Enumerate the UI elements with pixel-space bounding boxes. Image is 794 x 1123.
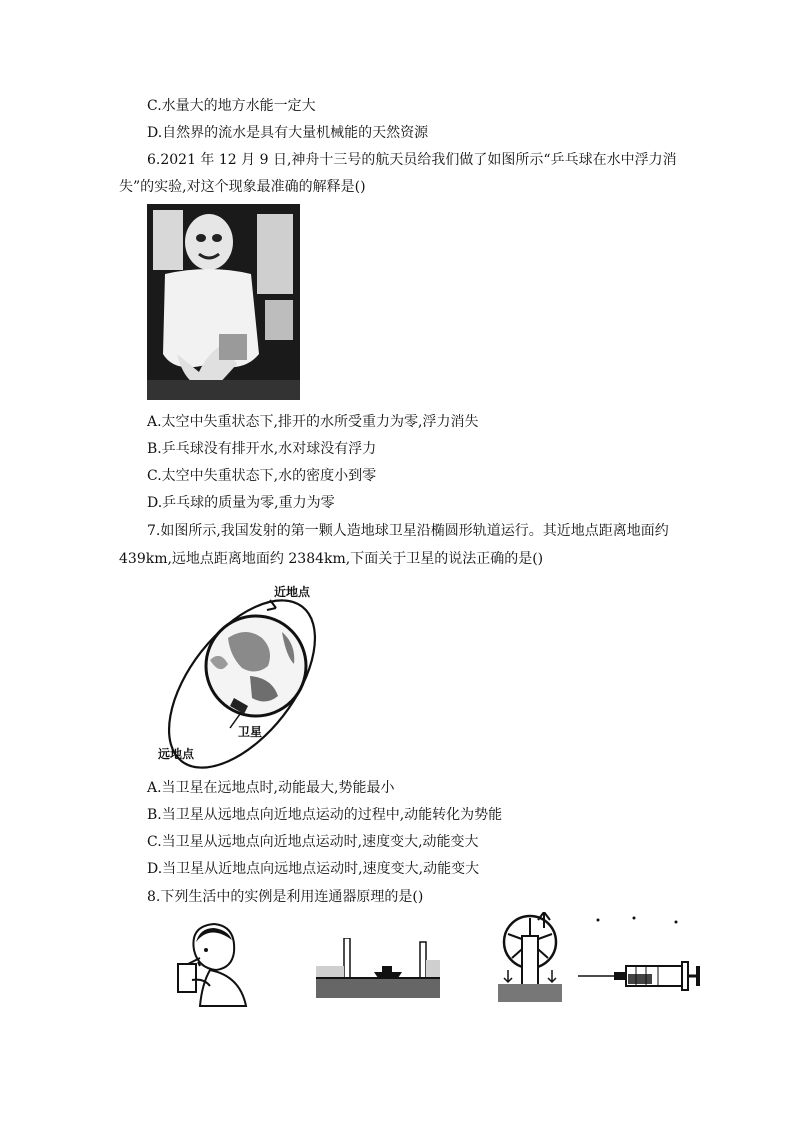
q7-option-b: B.当卫星从远地点向近地点运动的过程中,动能转化为势能 [147, 807, 503, 823]
q6-option-a: A.太空中失重状态下,排开的水所受重力为零,浮力消失 [147, 414, 479, 430]
q6-option-d: D.乒乓球的质量为零,重力为零 [147, 495, 335, 511]
ship-lock-figure [316, 938, 440, 1000]
q5-option-d: D.自然界的流水是具有大量机械能的天然资源 [147, 125, 429, 141]
q7-option-c: C.当卫星从远地点向近地点运动时,速度变大,动能变大 [147, 834, 479, 850]
q7-option-a: A.当卫星在远地点时,动能最大,势能最小 [147, 780, 395, 796]
q6-option-c: C.太空中失重状态下,水的密度小到零 [147, 468, 377, 484]
q5-option-c: C.水量大的地方水能一定大 [147, 98, 316, 114]
water-pump-figure [498, 912, 562, 1004]
apogee-label: 远地点 [158, 747, 195, 761]
drinking-straw-figure [170, 920, 250, 1008]
q8-stem: 8.下列生活中的实例是利用连通器原理的是() [147, 889, 424, 905]
q6-stem-line-1: 6.2021 年 12 月 9 日,神舟十三号的航天员给我们做了如图所示“乒乓球在水中浮力消 [147, 152, 677, 168]
q7-stem-line-1: 7.如图所示,我国发射的第一颗人造地球卫星沿椭圆形轨道运行。其近地点距离地面约 [147, 523, 669, 539]
q6-stem-line-2: 失”的实验,对这个现象最准确的解释是() [119, 179, 366, 195]
satellite-label: 卫星 [238, 725, 263, 739]
satellite-orbit-diagram [150, 580, 330, 770]
syringe-figure [578, 914, 702, 994]
astronaut-photo [147, 204, 300, 400]
perigee-label: 近地点 [274, 585, 311, 599]
q6-option-b: B.乒乓球没有排开水,水对球没有浮力 [147, 441, 377, 457]
q7-stem-line-2: 439km,远地点距离地面约 2384km,下面关于卫星的说法正确的是() [119, 551, 544, 567]
q7-option-d: D.当卫星从近地点向远地点运动时,速度变大,动能变大 [147, 861, 480, 877]
